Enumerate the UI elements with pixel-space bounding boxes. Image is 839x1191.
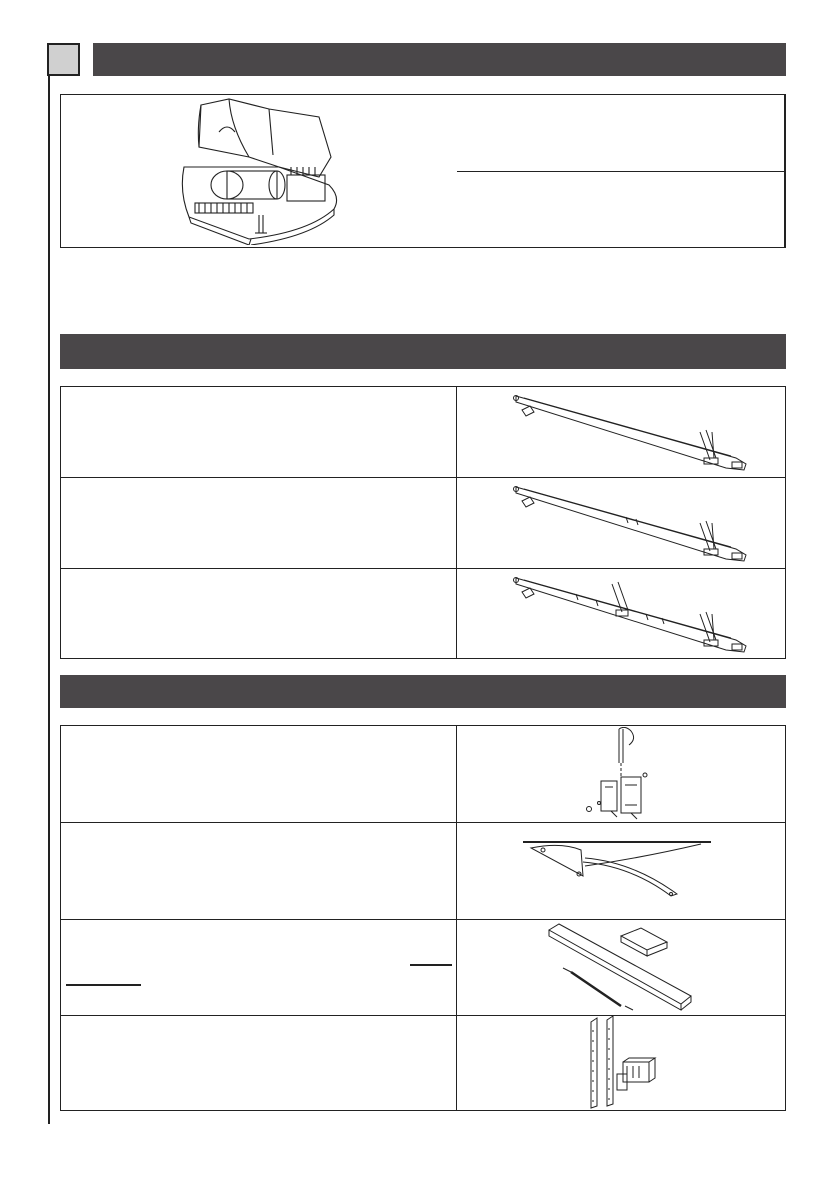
section-2-row-3-text: [61, 569, 457, 658]
section-3-row-1-illustration-cell: [457, 726, 785, 823]
section-1-illustration-cell: [61, 95, 457, 247]
section-2-table: [60, 386, 786, 659]
section-1-row-2-text: [457, 172, 785, 247]
section-1-row-1-text: [457, 95, 785, 172]
rail-two-piece-illustration: [476, 479, 766, 567]
rail-one-piece-illustration: [476, 388, 766, 476]
section-3-row-4-illustration-cell: [457, 1016, 785, 1110]
rail-three-piece-illustration: [476, 570, 766, 658]
section-3-row-4-text: [61, 1016, 457, 1110]
section-1-header: [93, 43, 786, 76]
section-2-row-3-illustration-cell: [457, 569, 785, 658]
arm-bracket-ceiling-illustration: [521, 836, 721, 906]
section-3-row-2-illustration-cell: [457, 823, 785, 920]
section-2-header: [60, 334, 786, 369]
margin-rule: [48, 76, 50, 1124]
rail-profile-parts-illustration: [541, 922, 701, 1014]
hanging-brackets-illustration: [571, 1016, 671, 1110]
underline-fragment: [410, 964, 452, 966]
section-3-row-3-illustration-cell: [457, 920, 785, 1016]
section-3-row-1-text: [61, 726, 457, 823]
section-2-row-2-illustration-cell: [457, 478, 785, 569]
section-3-row-2-text: [61, 823, 457, 920]
section-2-row-1-text: [61, 387, 457, 478]
section-2-row-2-text: [61, 478, 457, 569]
section-1-table: [60, 94, 786, 248]
section-2-row-1-illustration-cell: [457, 387, 785, 478]
operator-unit-illustration: [169, 97, 349, 245]
mounting-bracket-kit-illustration: [571, 727, 671, 821]
section-marker-box: [47, 43, 80, 76]
section-3-row-3-text: [61, 920, 457, 1016]
section-3-header: [60, 675, 786, 708]
section-3-table: [60, 725, 786, 1111]
underline-fragment: [66, 984, 141, 986]
